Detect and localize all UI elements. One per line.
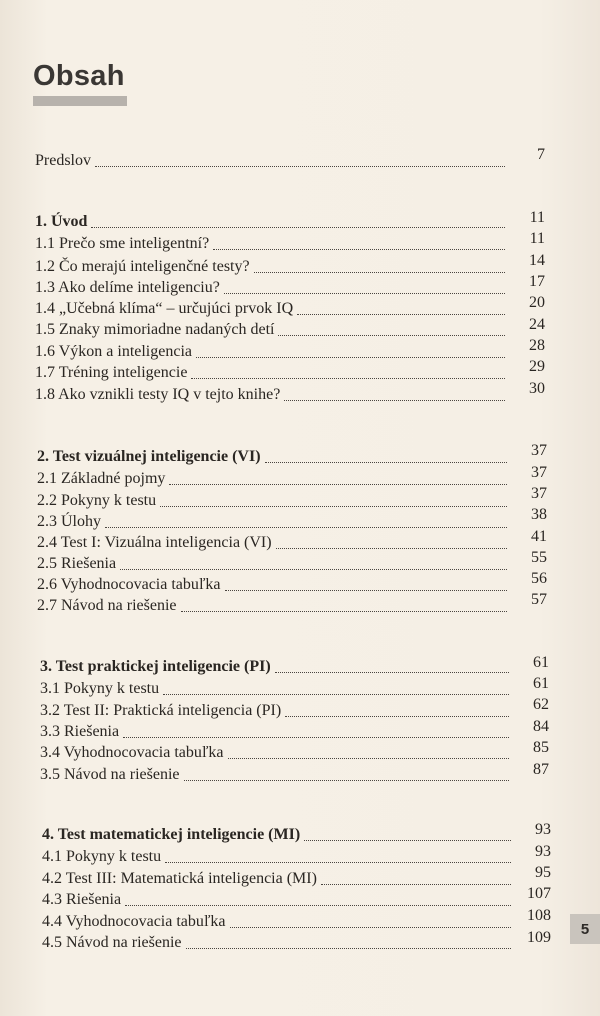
toc-entry-row (40, 764, 509, 786)
toc-entry-label: 1.5 Znaky mimoriadne nadaných detí (35, 321, 275, 338)
toc-entry-label: 2.3 Úlohy (37, 513, 101, 530)
toc-entry-label: 2.7 Návod na riešenie (37, 597, 177, 614)
toc-page-number: 24 (529, 316, 545, 333)
toc-entry-row (35, 362, 505, 384)
dot-leader (125, 905, 511, 906)
dot-leader (224, 293, 505, 294)
dot-leader (297, 314, 505, 315)
dot-leader (120, 569, 507, 570)
toc-page-number: 17 (529, 273, 545, 290)
toc-entry-row (37, 574, 507, 596)
toc-page-number: 57 (531, 591, 547, 608)
toc-entry-label: 3. Test praktickej inteligencie (PI) (40, 658, 271, 675)
dot-leader (275, 672, 509, 673)
toc-entry-label: 4.1 Pokyny k testu (42, 848, 162, 865)
toc-page-number: 56 (531, 570, 547, 587)
dot-leader (278, 335, 505, 336)
toc-chapter-row (40, 656, 509, 678)
toc-entry-label: 2. Test vizuálnej inteligencie (VI) (37, 448, 261, 465)
dot-leader (186, 948, 511, 949)
toc-entry-label: 4.2 Test III: Matematická inteligencia (MI) (42, 870, 317, 887)
dot-leader (123, 737, 509, 738)
dot-leader (228, 758, 510, 759)
dot-leader (230, 927, 512, 928)
toc-entry-label: 4.5 Návod na riešenie (42, 934, 182, 951)
toc-chapter-row (35, 211, 505, 233)
dot-leader (95, 166, 505, 167)
toc-page-number: 93 (535, 843, 551, 860)
toc-entry-row (35, 384, 505, 406)
dot-leader (165, 862, 511, 863)
dot-leader (196, 357, 505, 358)
dot-leader (169, 484, 507, 485)
toc-entry-label: 3.1 Pokyny k testu (40, 680, 160, 697)
toc-page-number: 107 (527, 885, 551, 902)
toc-page-number: 41 (531, 528, 547, 545)
toc-entry-row (37, 468, 507, 490)
toc-entry-label: 4.3 Riešenia (42, 891, 122, 908)
toc-entry-label: 1.8 Ako vznikli testy IQ v tejto knihe? (35, 386, 281, 403)
toc-page-number: 61 (533, 675, 549, 692)
toc-entry-row (35, 298, 505, 320)
dot-leader (225, 590, 508, 591)
toc-entry-row (42, 932, 511, 954)
toc-page-number: 11 (529, 209, 545, 226)
toc-entry-row (35, 319, 505, 341)
toc-entry-label: 1.4 „Učebná klíma“ – určujúci prvok IQ (35, 300, 294, 317)
toc-entry-label: 2.6 Vyhodnocovacia tabuľka (37, 576, 221, 593)
toc-entry-row (35, 150, 505, 172)
toc-page-number: 37 (531, 485, 547, 502)
toc-page-number: 37 (531, 464, 547, 481)
toc-entry-label: 1.7 Tréning inteligencie (35, 364, 188, 381)
dot-leader (160, 506, 507, 507)
toc-entry-row (35, 277, 505, 299)
toc-entry-row (35, 341, 505, 363)
toc-entry-label: 2.5 Riešenia (37, 555, 117, 572)
toc-entry-row (35, 233, 505, 255)
toc-entry-label: 4.4 Vyhodnocovacia tabuľka (42, 913, 226, 930)
toc-chapter-row (42, 824, 511, 846)
toc-page-number: 108 (527, 907, 551, 924)
toc-entry-row (37, 553, 507, 575)
toc-entry-row (42, 846, 511, 868)
page-number-tab: 5 (570, 914, 600, 944)
toc-page-number: 37 (531, 442, 547, 459)
dot-leader (91, 227, 505, 228)
toc-page-number: 95 (535, 864, 551, 881)
toc-entry-label: 3.4 Vyhodnocovacia tabuľka (40, 744, 224, 761)
toc-entry-label: 2.2 Pokyny k testu (37, 492, 157, 509)
toc-page-number: 30 (529, 380, 545, 397)
toc-entry-label: 2.1 Základné pojmy (37, 470, 166, 487)
toc-entry-row (42, 911, 511, 933)
toc-entry-label: 1.1 Prečo sme inteligentní? (35, 235, 210, 252)
toc-entry-label: 3.5 Návod na riešenie (40, 766, 180, 783)
dot-leader (213, 249, 505, 250)
toc-entry-row (37, 490, 507, 512)
toc-page-number: 93 (535, 821, 551, 838)
toc-page-number: 7 (537, 146, 545, 163)
toc-page-number: 62 (533, 696, 549, 713)
toc-page-number: 84 (533, 718, 549, 735)
toc-entry-label: 3.3 Riešenia (40, 723, 120, 740)
toc-entry-row (40, 742, 509, 764)
toc-page-number: 61 (533, 654, 549, 671)
dot-leader (321, 884, 511, 885)
toc-entry-row (42, 889, 511, 911)
toc-entry-row (37, 511, 507, 533)
toc-page-number: 29 (529, 358, 545, 375)
toc-entry-label: Predslov (35, 152, 91, 169)
dot-leader (191, 378, 505, 379)
toc-entry-label: 4. Test matematickej inteligencie (MI) (42, 826, 301, 843)
toc-entry-label: 1. Úvod (35, 213, 88, 230)
toc-page-number: 11 (529, 230, 545, 247)
toc-chapter-row (37, 446, 507, 468)
toc-entry-label: 1.6 Výkon a inteligencia (35, 343, 192, 360)
toc-entry-label: 1.3 Ako delíme inteligenciu? (35, 279, 220, 296)
dot-leader (276, 548, 507, 549)
toc-entry-row (37, 532, 507, 554)
dot-leader (105, 527, 507, 528)
dot-leader (284, 400, 505, 401)
toc-page-number: 20 (529, 294, 545, 311)
toc-page-number: 14 (529, 252, 545, 269)
toc-page-number: 109 (527, 929, 551, 946)
toc-entry-row (40, 721, 509, 743)
page-title: Obsah (33, 60, 125, 92)
dot-leader (163, 694, 509, 695)
toc-entry-row (40, 678, 509, 700)
dot-leader (304, 840, 511, 841)
toc-entry-row (37, 595, 507, 617)
toc-entry-label: 1.2 Čo merajú inteligenčné testy? (35, 258, 250, 275)
toc-entry-row (42, 868, 511, 890)
toc-entry-label: 3.2 Test II: Praktická inteligencia (PI) (40, 702, 282, 719)
dot-leader (254, 272, 505, 273)
toc-entry-label: 2.4 Test I: Vizuálna inteligencia (VI) (37, 534, 272, 551)
toc-page-number: 85 (533, 739, 549, 756)
toc-entry-row (35, 256, 505, 278)
dot-leader (181, 611, 507, 612)
toc-entry-row (40, 700, 509, 722)
toc-page-number: 55 (531, 549, 547, 566)
dot-leader (265, 462, 507, 463)
toc-page-number: 87 (533, 761, 549, 778)
dot-leader (285, 716, 509, 717)
toc-page-number: 28 (529, 337, 545, 354)
dot-leader (184, 780, 509, 781)
toc-page-number: 38 (531, 506, 547, 523)
